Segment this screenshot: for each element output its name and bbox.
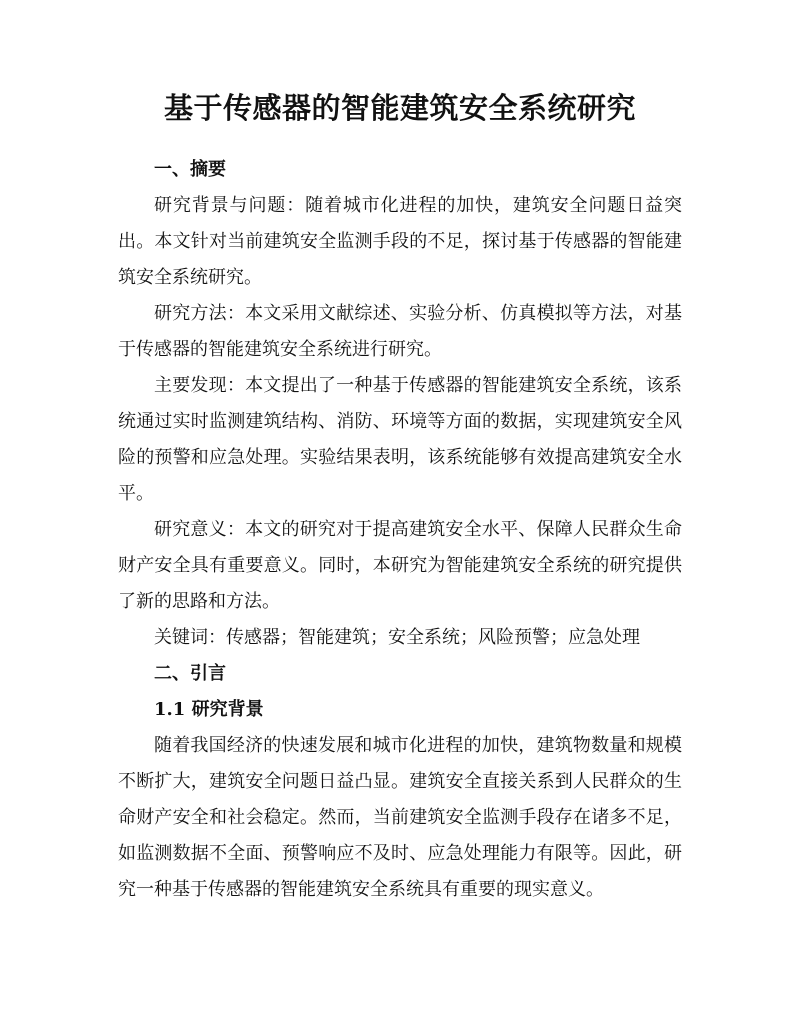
introduction-background-paragraph: 随着我国经济的快速发展和城市化进程的加快，建筑物数量和规模不断扩大，建筑安全问题日益凸显。建筑安全直接关系到人民群众的生命财产安全和社会稳定。然而，当前建筑安全监测手段存在诸多不足，如监测数据不全面、预警响应不及时、应急处理能力有限等。因此，研究一种基于传感器的智能建筑安全系统具有重要的现实意义。 <box>118 735 682 900</box>
abstract-background-paragraph: 研究背景与问题：随着城市化进程的加快，建筑安全问题日益突出。本文针对当前建筑安全监测手段的不足，探讨基于传感器的智能建筑安全系统研究。 <box>118 195 682 288</box>
section-heading-abstract: 一、摘要 <box>154 159 226 180</box>
subsection-heading-background: 1.1 研究背景 <box>154 699 264 720</box>
keywords-line: 关键词：传感器；智能建筑；安全系统；风险预警；应急处理 <box>154 627 640 648</box>
section-heading-introduction: 二、引言 <box>154 663 226 684</box>
document-title: 基于传感器的智能建筑安全系统研究 <box>163 91 636 125</box>
abstract-findings-paragraph: 主要发现：本文提出了一种基于传感器的智能建筑安全系统，该系统通过实时监测建筑结构、消防、环境等方面的数据，实现建筑安全风险的预警和应急处理。实验结果表明，该系统能够有效提高建筑安全水平。 <box>118 375 682 504</box>
abstract-methods-paragraph: 研究方法：本文采用文献综述、实验分析、仿真模拟等方法，对基于传感器的智能建筑安全系统进行研究。 <box>118 303 682 360</box>
abstract-significance-paragraph: 研究意义：本文的研究对于提高建筑安全水平、保障人民群众生命财产安全具有重要意义。同时，本研究为智能建筑安全系统的研究提供了新的思路和方法。 <box>118 519 682 612</box>
